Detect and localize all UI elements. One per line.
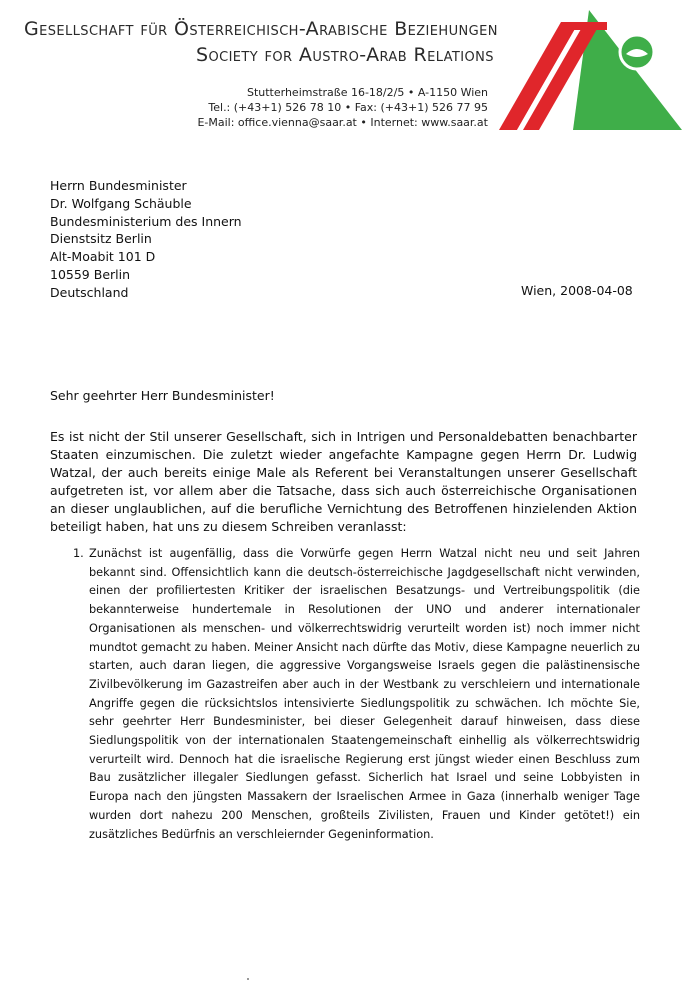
org-phone-fax: Tel.: (+43+1) 526 78 10 • Fax: (+43+1) 526 77 95	[208, 101, 488, 114]
recipient-line: Bundesministerium des Innern	[50, 213, 242, 229]
salutation: Sehr geehrter Herr Bundesminister!	[50, 388, 275, 403]
org-email-web: E-Mail: office.vienna@saar.at • Internet: www.saar.at	[197, 116, 488, 129]
recipient-line: 10559 Berlin	[50, 266, 131, 282]
list-item	[50, 545, 640, 844]
logo-white-stripe	[517, 22, 585, 130]
logo-red-top-bar	[563, 22, 607, 30]
list-item-text: Zunächst ist augenfällig, dass die Vorwürfe gegen Herrn Watzal nicht neu und seit Jahren bekannt sind. Offensichtlich kann die deutsch-österreichische Jagdgesellschaft nicht verwinden, einen der profiliertesten Kritiker der israelischen Besatzungs- und Vertreibungspolitik (die bekannterweise hundertemale in Resolutionen der UNO und anderer internationaler Organisationen als menschen- und völkerrechtswidrig verurteilt worden ist) noch immer nicht mundtot gemacht zu haben. Meiner Ansicht nach dürfte das Motiv, diese Kampagne neuerlich zu starten, auch daran liegen, die aggressive Vorgangsweise Israels gegen die palästinensische Zivilbevölkerung im Gazastreifen aber auch in der Westbank zu verschleiern und internationale Angriffe gegen die rücksichtslos intensivierte Siedlungspolitik zu schwächen. Ich möchte Sie, sehr geehrter Herr Bundesminister, bei dieser Gelegenheit darauf hinweisen, dass diese Siedlungspolitik von der internationalen Staatengemeinschaft einhellig als völkerrechtswidrig verurteilt wird. Dennoch hat die israelische Regierung erst jüngst wieder einen Beschluss zum Bau zusätzlicher illegaler Siedlungen gefasst. Sicherlich hat Israel und seine Lobbyisten in Europa nach den jüngsten Massakern der Israelischen Armee in Gaza (innerhalb weniger Tage wurden dort nahezu 200 Menschen, großteils Zivilisten, Frauen und Kinder getötet!) ein zusätzliches Bedürfnis an verschleiernder Gegeninformation.	[89, 547, 640, 841]
intro-paragraph: Es ist nicht der Stil unserer Gesellschaft, sich in Intrigen und Personaldebatten benachbarter Staaten einzumischen. Die zuletzt wieder angefachte Kampagne gegen Herrn Dr. Ludwig Watzal, der auch bereits einige Male als Referent bei Veranstaltungen unserer Gesellschaft aufgetreten ist, vor allem aber die Tatsache, dass sich auch österreichische Organisationen an dieser unglaublichen, auf die berufliche Vernichtung des Betroffenen hinzielenden Aktion beteiligt haben, hat uns zu diesem Schreiben veranlasst:	[50, 429, 637, 534]
org-name-english: Society for Austro-Arab Relations	[196, 44, 494, 66]
recipient-address	[50, 177, 242, 302]
recipient-line: Dienstsitz Berlin	[50, 231, 152, 247]
recipient-line: Dr. Wolfgang Schäuble	[50, 195, 192, 211]
recipient-line: Alt-Moabit 101 D	[50, 249, 156, 265]
recipient-line: Herrn Bundesminister	[50, 178, 187, 193]
recipient-line: Deutschland	[50, 284, 129, 300]
list-item-number: 1.	[73, 547, 84, 560]
org-name-german: Gesellschaft für Österreichisch-Arabische Beziehungen	[24, 18, 498, 40]
letter-date: Wien, 2008-04-08	[521, 283, 633, 298]
scan-speck	[247, 978, 249, 980]
numbered-list	[50, 545, 640, 844]
org-address: Stutterheimstraße 16-18/2/5 • A-1150 Wien	[246, 86, 488, 99]
saar-logo-icon	[497, 8, 682, 130]
letterhead	[0, 0, 700, 135]
